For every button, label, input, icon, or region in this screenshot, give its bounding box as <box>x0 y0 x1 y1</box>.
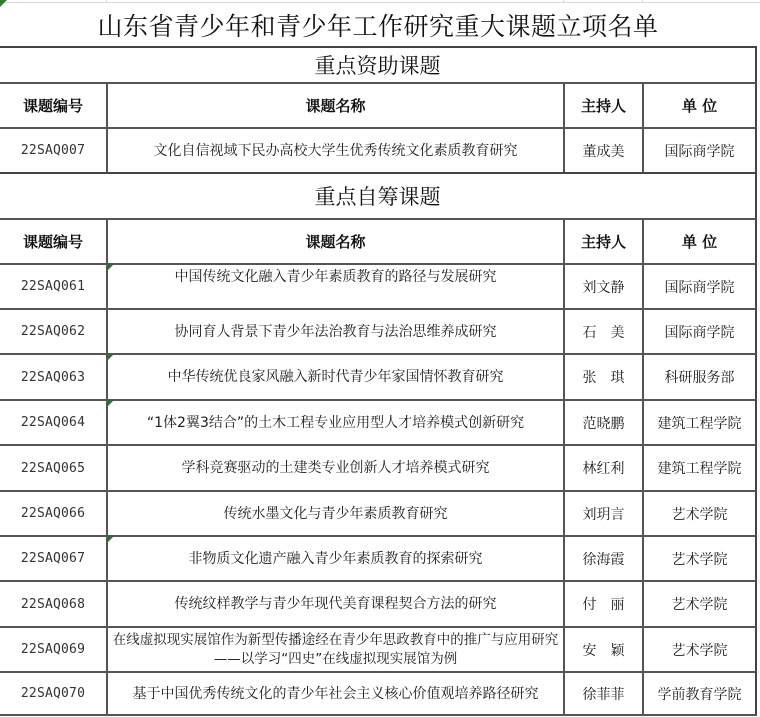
project-name-text: 中国传统文化融入青少年素质教育的路径与发展研究 <box>174 269 497 285</box>
table-row <box>0 580 757 626</box>
table-row <box>0 127 757 172</box>
error-indicator-icon <box>108 537 113 542</box>
table-row <box>0 399 757 444</box>
error-indicator-icon <box>108 355 113 360</box>
column-header-unit: 单 位 <box>642 220 755 263</box>
table-row <box>0 535 757 580</box>
project-name <box>106 355 563 399</box>
project-unit: 建筑工程学院 <box>642 401 755 444</box>
project-code: 22SAQ068 <box>20 596 86 612</box>
project-code: 22SAQ067 <box>20 551 86 566</box>
project-name: 文化自信视域下民办高校大学生优秀传统文化素质教育研究 <box>106 129 563 172</box>
project-code: 22SAQ070 <box>20 686 86 701</box>
project-code: 22SAQ069 <box>20 642 86 657</box>
table-row <box>0 263 757 308</box>
project-host: 林红利 <box>563 446 642 490</box>
project-host: 范晓鹏 <box>563 401 642 444</box>
project-name: 学科竞赛驱动的土建类专业创新人才培养模式研究 <box>106 446 563 490</box>
project-code: 22SAQ065 <box>20 460 86 476</box>
section-heading-key-self-funded: 重点自筹课题 <box>0 172 757 218</box>
project-unit: 建筑工程学院 <box>642 446 755 490</box>
section-heading-key-funded: 重点资助课题 <box>0 46 757 82</box>
project-unit: 艺术学院 <box>642 582 755 626</box>
project-name <box>106 401 563 444</box>
project-code: 22SAQ064 <box>20 415 86 430</box>
table-row <box>0 626 757 671</box>
project-name-text: 中华传统优良家风融入新时代青少年家国情怀教育研究 <box>167 369 504 385</box>
column-header-code: 课题编号 <box>22 97 83 115</box>
project-host: 石 美 <box>563 310 642 353</box>
project-name: 协同育人背景下青少年法治教育与法治思维养成研究 <box>106 310 563 353</box>
project-host: 董成美 <box>563 129 642 172</box>
table-row <box>0 353 757 399</box>
page-title: 山东省青少年和青少年工作研究重大课题立项名单 <box>97 11 659 41</box>
column-header-unit: 单 位 <box>642 84 755 127</box>
project-host: 刘玥言 <box>563 492 642 535</box>
table-header-row <box>0 218 757 263</box>
project-unit: 国际商学院 <box>642 129 755 172</box>
project-code: 22SAQ007 <box>20 143 86 158</box>
column-header-host: 主持人 <box>563 220 642 263</box>
project-code: 22SAQ063 <box>20 369 86 385</box>
project-unit: 国际商学院 <box>642 265 755 308</box>
project-host: 安 颖 <box>563 628 642 671</box>
project-unit: 学前教育学院 <box>642 673 755 714</box>
project-unit: 国际商学院 <box>642 310 755 353</box>
project-name: 在线虚拟现实展馆作为新型传播途经在青少年思政教育中的推广与应用研究——以学习“四史”在线虚拟现实展馆为例 <box>106 628 563 671</box>
project-unit: 艺术学院 <box>642 628 755 671</box>
project-unit: 艺术学院 <box>642 492 755 535</box>
project-name: 传统水墨文化与青少年素质教育研究 <box>106 492 563 535</box>
project-unit: 艺术学院 <box>642 537 755 580</box>
project-name: 传统纹样教学与青少年现代美育课程契合方法的研究 <box>106 582 563 626</box>
project-host: 徐海霞 <box>563 537 642 580</box>
column-header-name: 课题名称 <box>106 220 563 263</box>
project-name-text: 非物质文化遗产融入青少年素质教育的探索研究 <box>188 550 483 567</box>
table-row <box>0 308 757 353</box>
project-host: 付 丽 <box>563 582 642 626</box>
project-name <box>106 537 563 580</box>
project-code: 22SAQ061 <box>20 279 86 294</box>
table-row <box>0 490 757 535</box>
project-list-table <box>0 46 757 716</box>
error-indicator-icon <box>108 401 113 406</box>
table-row <box>0 671 757 716</box>
table-header-row <box>0 82 757 127</box>
project-name-text: “1体2翼3结合”的土木工程专业应用型人才培养模式创新研究 <box>146 414 525 431</box>
column-header-name: 课题名称 <box>106 84 563 127</box>
project-name <box>106 265 563 308</box>
project-host: 徐菲菲 <box>563 673 642 714</box>
project-code: 22SAQ062 <box>20 324 86 339</box>
project-host: 张 琪 <box>563 355 642 399</box>
error-indicator-icon <box>108 265 113 270</box>
project-name: 基于中国优秀传统文化的青少年社会主义核心价值观培养路径研究 <box>106 673 563 714</box>
project-host: 刘文静 <box>563 265 642 308</box>
column-header-code: 课题编号 <box>22 233 83 251</box>
project-code: 22SAQ066 <box>20 506 86 521</box>
project-unit: 科研服务部 <box>642 355 755 399</box>
table-row <box>0 444 757 490</box>
column-header-host: 主持人 <box>563 84 642 127</box>
